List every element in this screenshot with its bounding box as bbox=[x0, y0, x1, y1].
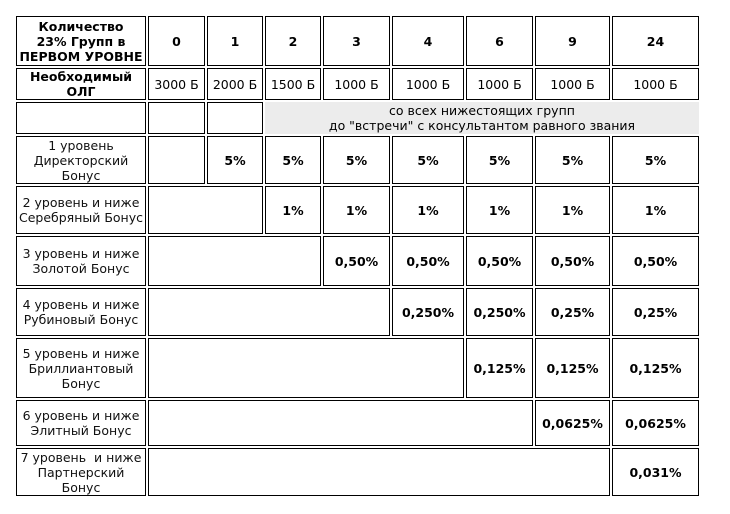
bonus-percent: 1% bbox=[265, 186, 321, 234]
level-row bbox=[16, 236, 699, 286]
olg-value: 1000 Б bbox=[323, 68, 390, 100]
bonus-percent: 0,250% bbox=[392, 288, 464, 336]
empty-cell bbox=[148, 288, 390, 336]
empty-cell bbox=[148, 400, 533, 446]
empty-cell bbox=[148, 136, 205, 184]
level-label: 1 уровень Директорский Бонус bbox=[16, 136, 146, 184]
bonus-percent: 5% bbox=[323, 136, 390, 184]
bonus-percent: 0,25% bbox=[612, 288, 699, 336]
bonus-percent: 0,0625% bbox=[535, 400, 610, 446]
empty-cell bbox=[148, 338, 464, 398]
group-count-cell: 4 bbox=[392, 16, 464, 66]
bonus-percent: 1% bbox=[612, 186, 699, 234]
olg-value: 1000 Б bbox=[612, 68, 699, 100]
level-row bbox=[16, 186, 699, 234]
olg-value: 2000 Б bbox=[207, 68, 263, 100]
group-count-label: Количество 23% Групп в ПЕРВОМ УРОВНЕ bbox=[16, 16, 146, 66]
level-label: 7 уровень и ниже Партнерский Бонус bbox=[16, 448, 146, 496]
group-count-cell: 24 bbox=[612, 16, 699, 66]
bonus-percent: 0,25% bbox=[535, 288, 610, 336]
level-row bbox=[16, 400, 699, 446]
bonus-percent: 1% bbox=[323, 186, 390, 234]
group-count-row bbox=[16, 16, 699, 66]
level-label: 6 уровень и ниже Элитный Бонус bbox=[16, 400, 146, 446]
level-row bbox=[16, 338, 699, 398]
bonus-percent: 5% bbox=[466, 136, 533, 184]
bonus-percent: 5% bbox=[265, 136, 321, 184]
empty-cell bbox=[148, 448, 610, 496]
level-label: 5 уровень и ниже Бриллиантовый Бонус bbox=[16, 338, 146, 398]
bonus-percent: 0,50% bbox=[466, 236, 533, 286]
olg-value: 1500 Б bbox=[265, 68, 321, 100]
bonus-percent: 0,50% bbox=[323, 236, 390, 286]
empty-cell bbox=[148, 236, 321, 286]
olg-value: 1000 Б bbox=[466, 68, 533, 100]
group-count-cell: 0 bbox=[148, 16, 205, 66]
empty-cell bbox=[16, 102, 146, 134]
group-count-cell: 3 bbox=[323, 16, 390, 66]
bonus-percent: 0,031% bbox=[612, 448, 699, 496]
bonus-percent: 0,125% bbox=[535, 338, 610, 398]
empty-cell bbox=[148, 186, 263, 234]
group-count-cell: 2 bbox=[265, 16, 321, 66]
bonus-percent: 0,50% bbox=[392, 236, 464, 286]
bonus-percent: 0,250% bbox=[466, 288, 533, 336]
olg-value: 1000 Б bbox=[535, 68, 610, 100]
level-row bbox=[16, 136, 699, 184]
bonus-percent: 5% bbox=[392, 136, 464, 184]
bonus-percent: 5% bbox=[612, 136, 699, 184]
bonus-percent: 0,50% bbox=[612, 236, 699, 286]
bonus-percent: 0,125% bbox=[466, 338, 533, 398]
level-row bbox=[16, 448, 699, 496]
bonus-percent: 1% bbox=[466, 186, 533, 234]
group-count-cell: 1 bbox=[207, 16, 263, 66]
bonus-percent: 1% bbox=[535, 186, 610, 234]
level-label: 4 уровень и ниже Рубиновый Бонус bbox=[16, 288, 146, 336]
olg-row bbox=[16, 68, 699, 100]
group-count-cell: 6 bbox=[466, 16, 533, 66]
group-count-cell: 9 bbox=[535, 16, 610, 66]
bonus-percent: 0,125% bbox=[612, 338, 699, 398]
empty-cell bbox=[148, 102, 205, 134]
bonus-percent: 5% bbox=[535, 136, 610, 184]
empty-cell bbox=[207, 102, 263, 134]
olg-value: 3000 Б bbox=[148, 68, 205, 100]
bonus-percent: 5% bbox=[207, 136, 263, 184]
bonus-percent: 1% bbox=[392, 186, 464, 234]
olg-value: 1000 Б bbox=[392, 68, 464, 100]
note-row bbox=[16, 102, 699, 134]
bonus-percent: 0,0625% bbox=[612, 400, 699, 446]
bonus-table bbox=[14, 14, 701, 498]
level-label: 2 уровень и ниже Серебряный Бонус bbox=[16, 186, 146, 234]
level-label: 3 уровень и ниже Золотой Бонус bbox=[16, 236, 146, 286]
bonus-percent: 0,50% bbox=[535, 236, 610, 286]
level-row bbox=[16, 288, 699, 336]
olg-label: Необходимый ОЛГ bbox=[16, 68, 146, 100]
note-text: со всех нижестоящих групп до "встречи" с консультантом равного звания bbox=[265, 102, 699, 134]
